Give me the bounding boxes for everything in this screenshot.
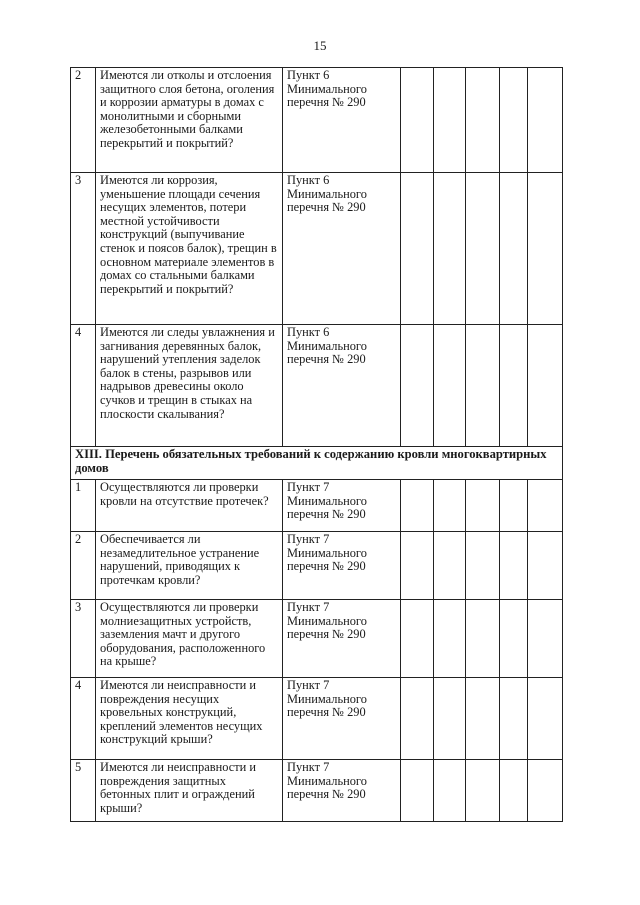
- answer-cell: [528, 678, 563, 760]
- page-number: 15: [313, 38, 327, 53]
- question-cell: Имеются ли следы увлажнения и загнивания деревянных балок, нарушений утепления заделок балок в стены, разрывов или надрывов древесины около сучков и трещин в стыках на плоскости скалывания?: [96, 325, 283, 447]
- row-number: 5: [71, 760, 96, 822]
- answer-cell: [528, 173, 563, 325]
- row-number: 3: [71, 173, 96, 325]
- answer-cell: [500, 325, 528, 447]
- answer-cell: [401, 325, 434, 447]
- table-row: [71, 600, 563, 678]
- question-cell: Имеются ли неисправности и повреждения защитных бетонных плит и ограждений крыши?: [96, 760, 283, 822]
- reference-cell: Пункт 7 Минимального перечня № 290: [283, 678, 401, 760]
- question-cell: Осуществляются ли проверки кровли на отсутствие протечек?: [96, 480, 283, 532]
- answer-cell: [434, 600, 466, 678]
- answer-cell: [528, 480, 563, 532]
- answer-cell: [434, 678, 466, 760]
- answer-cell: [401, 760, 434, 822]
- table-row: [71, 678, 563, 760]
- table-row: [71, 480, 563, 532]
- reference-cell: Пункт 7 Минимального перечня № 290: [283, 760, 401, 822]
- reference-cell: Пункт 6 Минимального перечня № 290: [283, 173, 401, 325]
- question-cell: Осуществляются ли проверки молниезащитных устройств, заземления мачт и другого оборудования, расположенного на крыше?: [96, 600, 283, 678]
- answer-cell: [500, 68, 528, 173]
- question-cell: Имеются ли коррозия, уменьшение площади сечения несущих элементов, потери местной устойчивости конструкций (выпучивание стенок и поясов балок), трещин в основном материале элементов в домах со стальными балками перекрытий и покрытий?: [96, 173, 283, 325]
- row-number: 3: [71, 600, 96, 678]
- answer-cell: [500, 678, 528, 760]
- answer-cell: [500, 600, 528, 678]
- reference-cell: Пункт 6 Минимального перечня № 290: [283, 325, 401, 447]
- answer-cell: [434, 532, 466, 600]
- row-number: 2: [71, 68, 96, 173]
- answer-cell: [434, 325, 466, 447]
- answer-cell: [401, 173, 434, 325]
- answer-cell: [500, 480, 528, 532]
- answer-cell: [466, 678, 500, 760]
- answer-cell: [466, 532, 500, 600]
- question-cell: Имеются ли неисправности и повреждения несущих кровельных конструкций, креплений элементов несущих конструкций крыши?: [96, 678, 283, 760]
- answer-cell: [434, 480, 466, 532]
- question-cell: Имеются ли отколы и отслоения защитного слоя бетона, оголения и коррозии арматуры в домах с монолитными и сборными железобетонными балками перекрытий и покрытий?: [96, 68, 283, 173]
- answer-cell: [434, 68, 466, 173]
- answer-cell: [528, 532, 563, 600]
- answer-cell: [434, 173, 466, 325]
- row-number: 4: [71, 678, 96, 760]
- reference-cell: Пункт 7 Минимального перечня № 290: [283, 480, 401, 532]
- table-row: [71, 173, 563, 325]
- reference-cell: Пункт 7 Минимального перечня № 290: [283, 532, 401, 600]
- answer-cell: [434, 760, 466, 822]
- answer-cell: [466, 600, 500, 678]
- row-number: 4: [71, 325, 96, 447]
- table-row: [71, 532, 563, 600]
- table-row: [71, 760, 563, 822]
- answer-cell: [528, 325, 563, 447]
- checklist-table: [70, 67, 563, 822]
- table-row: [71, 68, 563, 173]
- answer-cell: [466, 325, 500, 447]
- answer-cell: [401, 68, 434, 173]
- row-number: 1: [71, 480, 96, 532]
- reference-cell: Пункт 7 Минимального перечня № 290: [283, 600, 401, 678]
- answer-cell: [528, 600, 563, 678]
- answer-cell: [466, 68, 500, 173]
- answer-cell: [466, 760, 500, 822]
- answer-cell: [528, 760, 563, 822]
- section-title: XIII. Перечень обязательных требований к содержанию кровли многоквартирных домов: [71, 447, 563, 480]
- table-row: [71, 325, 563, 447]
- reference-cell: Пункт 6 Минимального перечня № 290: [283, 68, 401, 173]
- answer-cell: [500, 532, 528, 600]
- answer-cell: [500, 760, 528, 822]
- answer-cell: [401, 600, 434, 678]
- section-header-row: [71, 447, 563, 480]
- answer-cell: [401, 532, 434, 600]
- answer-cell: [500, 173, 528, 325]
- answer-cell: [466, 480, 500, 532]
- answer-cell: [528, 68, 563, 173]
- answer-cell: [466, 173, 500, 325]
- question-cell: Обеспечивается ли незамедлительное устранение нарушений, приводящих к протечкам кровли?: [96, 532, 283, 600]
- answer-cell: [401, 678, 434, 760]
- answer-cell: [401, 480, 434, 532]
- row-number: 2: [71, 532, 96, 600]
